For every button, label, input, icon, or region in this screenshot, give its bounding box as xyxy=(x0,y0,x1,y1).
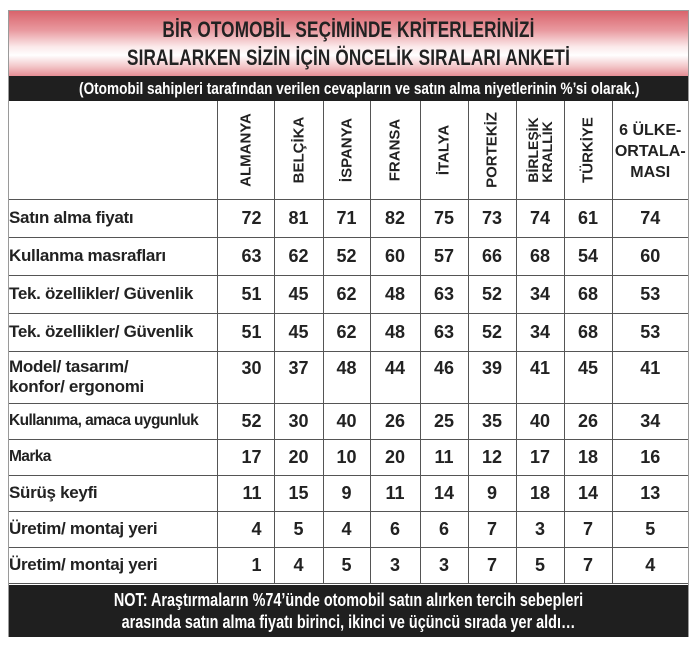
cell-value: 5 xyxy=(612,511,688,547)
cell-value: 4 xyxy=(323,511,370,547)
column-header-almanya: ALMANYA xyxy=(217,101,274,199)
column-header-ortalama: 6 ÜLKE- ORTALA- MASI xyxy=(612,101,688,199)
cell-value: 54 xyxy=(564,237,612,275)
cell-value: 63 xyxy=(420,275,468,313)
cell-value: 63 xyxy=(420,313,468,351)
cell-value: 41 xyxy=(516,351,564,403)
table-row xyxy=(9,439,688,475)
cell-value: 3 xyxy=(420,547,468,583)
cell-value: 14 xyxy=(564,475,612,511)
row-label: Üretim/ montaj yeri xyxy=(9,511,217,547)
title-band xyxy=(9,11,688,76)
column-header-ispanya: İSPANYA xyxy=(323,101,370,199)
cell-value: 30 xyxy=(274,403,323,439)
column-header-turkiye: TÜRKİYE xyxy=(564,101,612,199)
cell-value: 10 xyxy=(323,439,370,475)
cell-value: 30 xyxy=(217,351,274,403)
cell-value: 61 xyxy=(564,199,612,237)
cell-value: 52 xyxy=(468,313,516,351)
cell-value: 63 xyxy=(217,237,274,275)
cell-value: 72 xyxy=(217,199,274,237)
row-label: Üretim/ montaj yeri xyxy=(9,547,217,583)
cell-value: 4 xyxy=(217,511,274,547)
note-band xyxy=(9,585,688,637)
cell-value: 48 xyxy=(370,275,420,313)
cell-value: 62 xyxy=(323,313,370,351)
cell-value: 68 xyxy=(564,313,612,351)
cell-value: 11 xyxy=(420,439,468,475)
cell-value: 62 xyxy=(323,275,370,313)
cell-value: 16 xyxy=(612,439,688,475)
survey-infographic xyxy=(8,10,689,637)
row-label: Model/ tasarım/ konfor/ ergonomi xyxy=(9,351,217,403)
cell-value: 66 xyxy=(468,237,516,275)
cell-value: 60 xyxy=(370,237,420,275)
row-label: Kullanıma, amaca uygunluk xyxy=(9,403,217,439)
cell-value: 53 xyxy=(612,313,688,351)
cell-value: 3 xyxy=(370,547,420,583)
cell-value: 45 xyxy=(274,313,323,351)
cell-value: 81 xyxy=(274,199,323,237)
cell-value: 20 xyxy=(274,439,323,475)
cell-value: 5 xyxy=(516,547,564,583)
cell-value: 9 xyxy=(323,475,370,511)
cell-value: 45 xyxy=(274,275,323,313)
title-line-1: BİR OTOMOBİL SEÇİMİNDE KRİTERLERİNİZİ xyxy=(162,17,535,42)
column-header-italya: İTALYA xyxy=(420,101,468,199)
row-label: Tek. özellikler/ Güvenlik xyxy=(9,313,217,351)
row-label: Marka xyxy=(9,439,217,475)
column-header-portekiz: PORTEKİZ xyxy=(468,101,516,199)
note-line-1: NOT: Araştırmaların %74’ünde otomobil satın alırken tercih sebepleri xyxy=(113,590,584,610)
column-header-birlesik-krallik: BİRLEŞİK KRALLIK xyxy=(516,101,564,199)
table-row xyxy=(9,547,688,583)
cell-value: 12 xyxy=(468,439,516,475)
cell-value: 34 xyxy=(516,275,564,313)
cell-value: 34 xyxy=(516,313,564,351)
cell-value: 7 xyxy=(468,511,516,547)
header-criteria-blank xyxy=(9,101,217,199)
cell-value: 18 xyxy=(564,439,612,475)
cell-value: 68 xyxy=(564,275,612,313)
cell-value: 44 xyxy=(370,351,420,403)
cell-value: 48 xyxy=(370,313,420,351)
cell-value: 48 xyxy=(323,351,370,403)
cell-value: 71 xyxy=(323,199,370,237)
row-label: Satın alma fiyatı xyxy=(9,199,217,237)
cell-value: 13 xyxy=(612,475,688,511)
cell-value: 51 xyxy=(217,275,274,313)
cell-value: 15 xyxy=(274,475,323,511)
table-row xyxy=(9,511,688,547)
cell-value: 14 xyxy=(420,475,468,511)
table-row xyxy=(9,351,688,403)
cell-value: 37 xyxy=(274,351,323,403)
note-line-2: arasında satın alma fiyatı birinci, ikinci ve üçüncü sırada yer aldı… xyxy=(121,612,576,632)
cell-value: 4 xyxy=(274,547,323,583)
cell-value: 52 xyxy=(217,403,274,439)
cell-value: 46 xyxy=(420,351,468,403)
cell-value: 3 xyxy=(516,511,564,547)
cell-value: 7 xyxy=(468,547,516,583)
table-row xyxy=(9,475,688,511)
cell-value: 40 xyxy=(516,403,564,439)
cell-value: 11 xyxy=(370,475,420,511)
cell-value: 34 xyxy=(612,403,688,439)
cell-value: 68 xyxy=(516,237,564,275)
cell-value: 20 xyxy=(370,439,420,475)
cell-value: 11 xyxy=(217,475,274,511)
subtitle-text: (Otomobil sahipleri tarafından verilen cevapların ve satın alma niyetlerinin %’si olarak.) xyxy=(79,79,640,98)
survey-table xyxy=(9,101,688,584)
cell-value: 25 xyxy=(420,403,468,439)
row-label: Sürüş keyfi xyxy=(9,475,217,511)
cell-value: 45 xyxy=(564,351,612,403)
table-row xyxy=(9,403,688,439)
cell-value: 5 xyxy=(323,547,370,583)
table-row xyxy=(9,313,688,351)
cell-value: 35 xyxy=(468,403,516,439)
cell-value: 26 xyxy=(370,403,420,439)
cell-value: 6 xyxy=(370,511,420,547)
cell-value: 52 xyxy=(468,275,516,313)
cell-value: 7 xyxy=(564,511,612,547)
table-row xyxy=(9,275,688,313)
cell-value: 74 xyxy=(612,199,688,237)
table-row xyxy=(9,237,688,275)
cell-value: 6 xyxy=(420,511,468,547)
cell-value: 82 xyxy=(370,199,420,237)
cell-value: 73 xyxy=(468,199,516,237)
cell-value: 9 xyxy=(468,475,516,511)
column-header-fransa: FRANSA xyxy=(370,101,420,199)
column-header-belcika: BELÇİKA xyxy=(274,101,323,199)
cell-value: 75 xyxy=(420,199,468,237)
cell-value: 62 xyxy=(274,237,323,275)
cell-value: 39 xyxy=(468,351,516,403)
cell-value: 1 xyxy=(217,547,274,583)
row-label: Kullanma masrafları xyxy=(9,237,217,275)
cell-value: 18 xyxy=(516,475,564,511)
cell-value: 17 xyxy=(516,439,564,475)
title-line-2: SIRALARKEN SİZİN İÇİN ÖNCELİK SIRALARI ANKETİ xyxy=(126,45,571,70)
row-label: Tek. özellikler/ Güvenlik xyxy=(9,275,217,313)
cell-value: 4 xyxy=(612,547,688,583)
cell-value: 57 xyxy=(420,237,468,275)
cell-value: 60 xyxy=(612,237,688,275)
table-row xyxy=(9,199,688,237)
header-row xyxy=(9,101,688,199)
cell-value: 7 xyxy=(564,547,612,583)
cell-value: 40 xyxy=(323,403,370,439)
cell-value: 5 xyxy=(274,511,323,547)
cell-value: 17 xyxy=(217,439,274,475)
cell-value: 53 xyxy=(612,275,688,313)
cell-value: 51 xyxy=(217,313,274,351)
cell-value: 26 xyxy=(564,403,612,439)
cell-value: 52 xyxy=(323,237,370,275)
cell-value: 74 xyxy=(516,199,564,237)
cell-value: 41 xyxy=(612,351,688,403)
subtitle-band xyxy=(9,76,688,101)
